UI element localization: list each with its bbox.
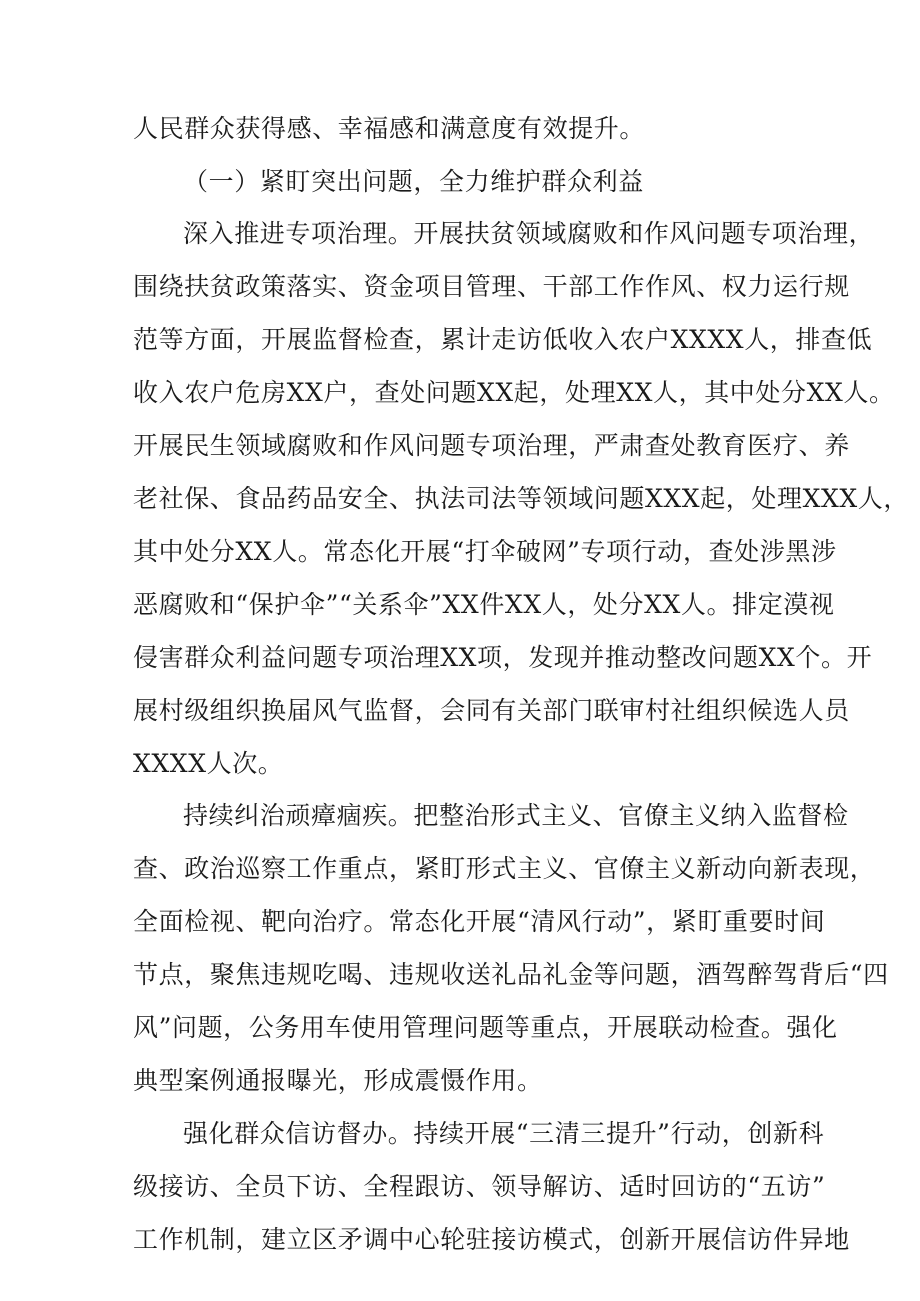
text-line: 展村级组织换届风气监督，会同有关部门联审村社组织候选人员 xyxy=(133,696,850,725)
text-line: 强化群众信访督办。持续开展“三清三提升”行动，创新科 xyxy=(183,1119,825,1148)
text-line: 范等方面，开展监督检查，累计走访低收入农户XXXX人，排查低 xyxy=(133,325,873,354)
text-line: 全面检视、靶向治疗。常态化开展“清风行动”，紧盯重要时间 xyxy=(133,907,826,936)
text-line: 级接访、全员下访、全程跟访、领导解访、适时回访的“五访” xyxy=(133,1172,826,1201)
text-line: 老社保、食品药品安全、执法司法等领域问题XXX起，处理XXX人， xyxy=(133,484,909,513)
text-line: 典型案例通报曝光，形成震慑作用。 xyxy=(133,1066,543,1095)
text-line: 其中处分XX人。常态化开展“打伞破网”专项行动，查处涉黑涉 xyxy=(133,537,837,566)
text-line: 工作机制，建立区矛调中心轮驻接访模式，创新开展信访件异地 xyxy=(133,1225,850,1254)
text-line: 风”问题，公务用车使用管理问题等重点，开展联动检查。强化 xyxy=(133,1013,838,1042)
text-line: 开展民生领域腐败和作风问题专项治理，严肃查处教育医疗、养 xyxy=(133,431,850,460)
section-heading: （一）紧盯突出问题，全力维护群众利益 xyxy=(183,167,644,196)
text-line: 收入农户危房XX户，查处问题XX起，处理XX人，其中处分XX人。 xyxy=(133,378,895,407)
text-line: XXXX人次。 xyxy=(133,749,284,778)
text-line: 节点，聚焦违规吃喝、违规收送礼品礼金等问题，酒驾醉驾背后“四 xyxy=(133,960,889,989)
text-line: 围绕扶贫政策落实、资金项目管理、干部工作作风、权力运行规 xyxy=(133,272,850,301)
text-line: 深入推进专项治理。开展扶贫领域腐败和作风问题专项治理， xyxy=(183,219,875,248)
text-line: 人民群众获得感、幸福感和满意度有效提升。 xyxy=(133,114,646,143)
text-line: 侵害群众利益问题专项治理XX项，发现并推动整改问题XX个。开 xyxy=(133,643,873,672)
text-line: 查、政治巡察工作重点，紧盯形式主义、官僚主义新动向新表现， xyxy=(133,854,876,883)
text-line: 持续纠治顽瘴痼疾。把整治形式主义、官僚主义纳入监督检 xyxy=(183,801,849,830)
text-line: 恶腐败和“保护伞”“关系伞”XX件XX人，处分XX人。排定漠视 xyxy=(133,590,835,619)
